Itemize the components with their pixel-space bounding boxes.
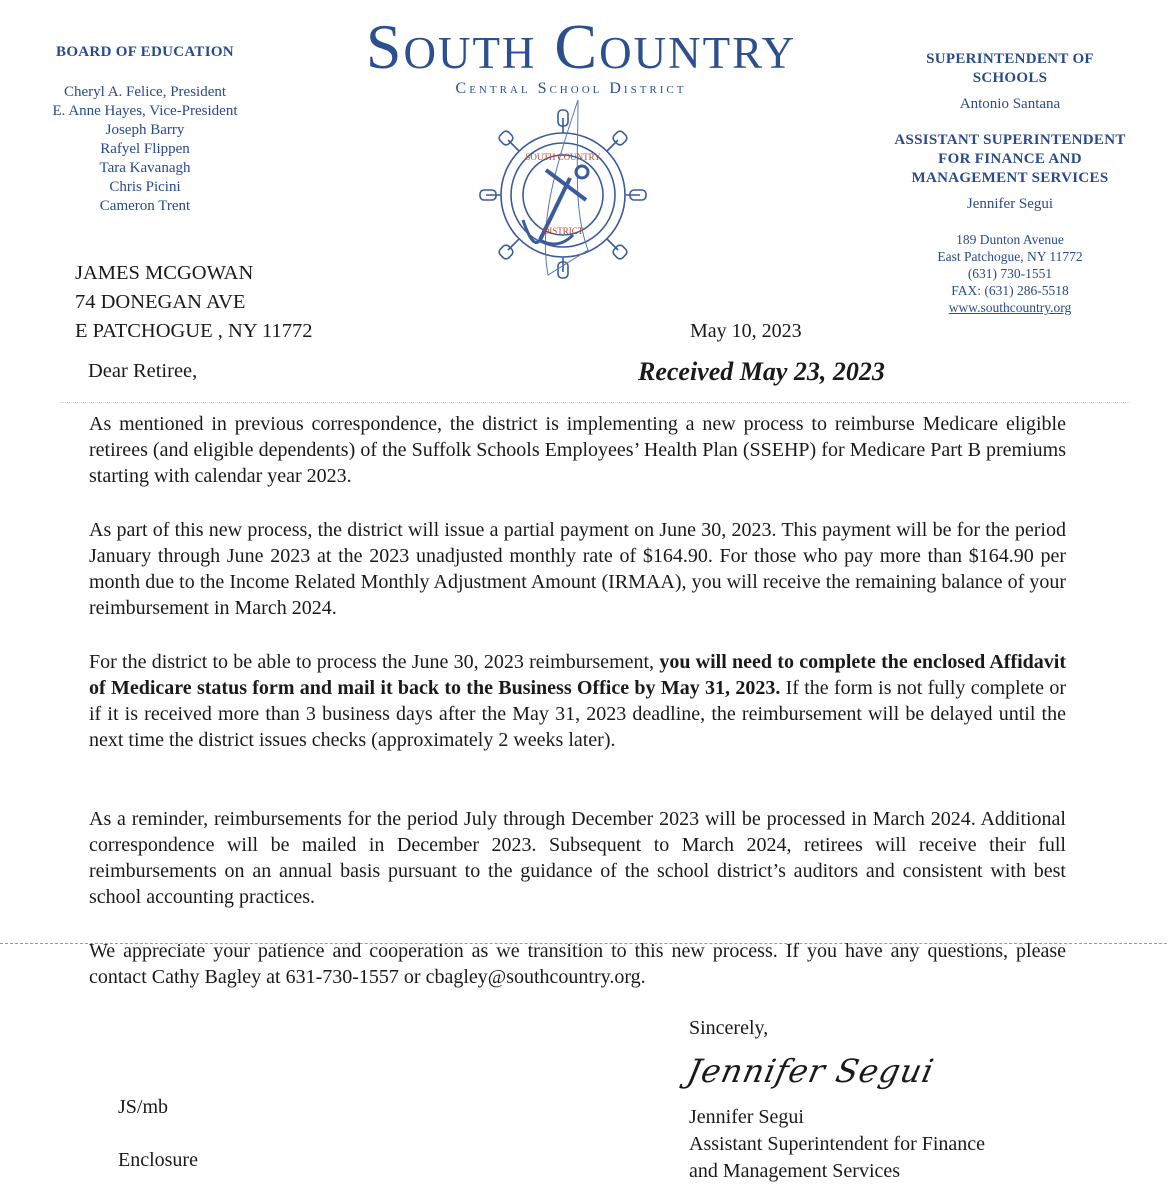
address-street: 189 Dunton Avenue	[956, 232, 1064, 247]
administration-column	[880, 50, 1140, 316]
recipient-city: E PATCHOGUE , NY 11772	[75, 320, 313, 342]
board-member: Tara Kavanagh	[99, 160, 191, 176]
signer-title-line2: and Management Services	[689, 1160, 901, 1182]
typist-initials: JS/mb	[118, 1096, 169, 1118]
recipient-address	[75, 259, 312, 346]
paragraph-3-tail: If the form is not fully complete or if it is received more than 3 business days after the May 31, 2023 deadline, the reimbursement will be delayed until the next time the district issues checks (approximately 2 weeks later).	[89, 677, 1066, 751]
asst-superintendent-title-line1: ASSISTANT SUPERINTENDENT	[894, 132, 1126, 148]
board-member: Chris Picini	[109, 179, 181, 195]
asst-superintendent-title-line2: FOR FINANCE AND	[938, 151, 1082, 167]
board-member: Rafyel Flippen	[100, 141, 190, 157]
signer-title-line1: Assistant Superintendent for Finance	[689, 1133, 986, 1155]
signer-name: Jennifer Segui	[689, 1106, 804, 1128]
board-title: BOARD OF EDUCATION	[56, 44, 234, 60]
address-phone: (631) 730-1551	[967, 266, 1053, 281]
website-link[interactable]: www.southcountry.org	[948, 300, 1072, 315]
paragraph-3	[89, 649, 1066, 753]
signer-block	[689, 1104, 985, 1185]
scan-artifact-line	[60, 402, 1130, 403]
superintendent-title-line2: SCHOOLS	[972, 70, 1048, 86]
superintendent-title-line1: SUPERINTENDENT OF	[926, 51, 1094, 67]
board-member: E. Anne Hayes, Vice-President	[52, 103, 238, 119]
superintendent-name: Antonio Santana	[959, 96, 1061, 112]
salutation: Dear Retiree,	[88, 360, 198, 382]
board-member: Cheryl A. Felice, President	[63, 84, 227, 100]
district-name: South Country	[365, 11, 797, 82]
masthead	[296, 11, 866, 98]
received-stamp: Received May 23, 2023	[638, 357, 885, 386]
recipient-name: JAMES MCGOWAN	[75, 262, 254, 284]
paragraph-5: We appreciate your patience and cooperation as we transition to this new process. If you have any questions, please contact Cathy Bagley at 631-730-1557 or cbagley@southcountry.org.	[89, 940, 1066, 988]
letter-date: May 10, 2023	[690, 320, 802, 342]
ship-wheel-anchor-logo-icon	[478, 100, 648, 280]
asst-superintendent-title-line3: MANAGEMENT SERVICES	[911, 170, 1109, 186]
paragraph-4: As a reminder, reimbursements for the period July through December 2023 will be processed in March 2024. Additional correspondence will be mailed in December 2023. Subsequent to March 2024, retirees will receive their full reimbursements on an annual basis pursuant to the guidance of the school district’s auditors and consistent with best school accounting practices.	[89, 808, 1066, 908]
signature: Jennifer Segui	[683, 1052, 938, 1090]
board-member-list	[10, 83, 280, 216]
paragraph-3-lead: For the district to be able to process the June 30, 2023 reimbursement,	[89, 651, 660, 673]
address-fax: FAX: (631) 286-5518	[951, 283, 1069, 298]
enclosure-notation: Enclosure	[118, 1149, 198, 1171]
svg-text:DISTRICT: DISTRICT	[542, 226, 584, 236]
paragraph-3-emphasis: you will need to complete the enclosed Affidavit of Medicare status form and mail it back to the Business Office by May 31, 2023.	[89, 651, 1066, 699]
district-subtitle: Central School District	[455, 80, 687, 97]
svg-text:SOUTH COUNTRY: SOUTH COUNTRY	[525, 152, 601, 162]
asst-superintendent-name: Jennifer Segui	[966, 196, 1054, 212]
paragraph-2: As part of this new process, the district will issue a partial payment on June 30, 2023. This payment will be for the period January through June 2023 at the 2023 unadjusted monthly rate of $164.90. For those who pay more than $164.90 per month due to the Income Related Monthly Adjustment Amount (IRMAA), you will receive the remaining balance of your reimbursement in March 2024.	[89, 519, 1066, 619]
recipient-street: 74 DONEGAN AVE	[75, 291, 246, 313]
paragraph-1: As mentioned in previous correspondence, the district is implementing a new process to reimburse Medicare eligible retirees (and eligible dependents) of the Suffolk Schools Employees’ Health Plan (SSEHP) for Medicare Part B premiums starting with calendar year 2023.	[89, 413, 1066, 487]
board-member: Joseph Barry	[105, 122, 185, 138]
valediction: Sincerely,	[689, 1017, 769, 1039]
board-member: Cameron Trent	[99, 198, 191, 214]
board-of-education	[10, 44, 280, 216]
district-address	[880, 231, 1140, 316]
address-city: East Patchogue, NY 11772	[937, 249, 1083, 264]
